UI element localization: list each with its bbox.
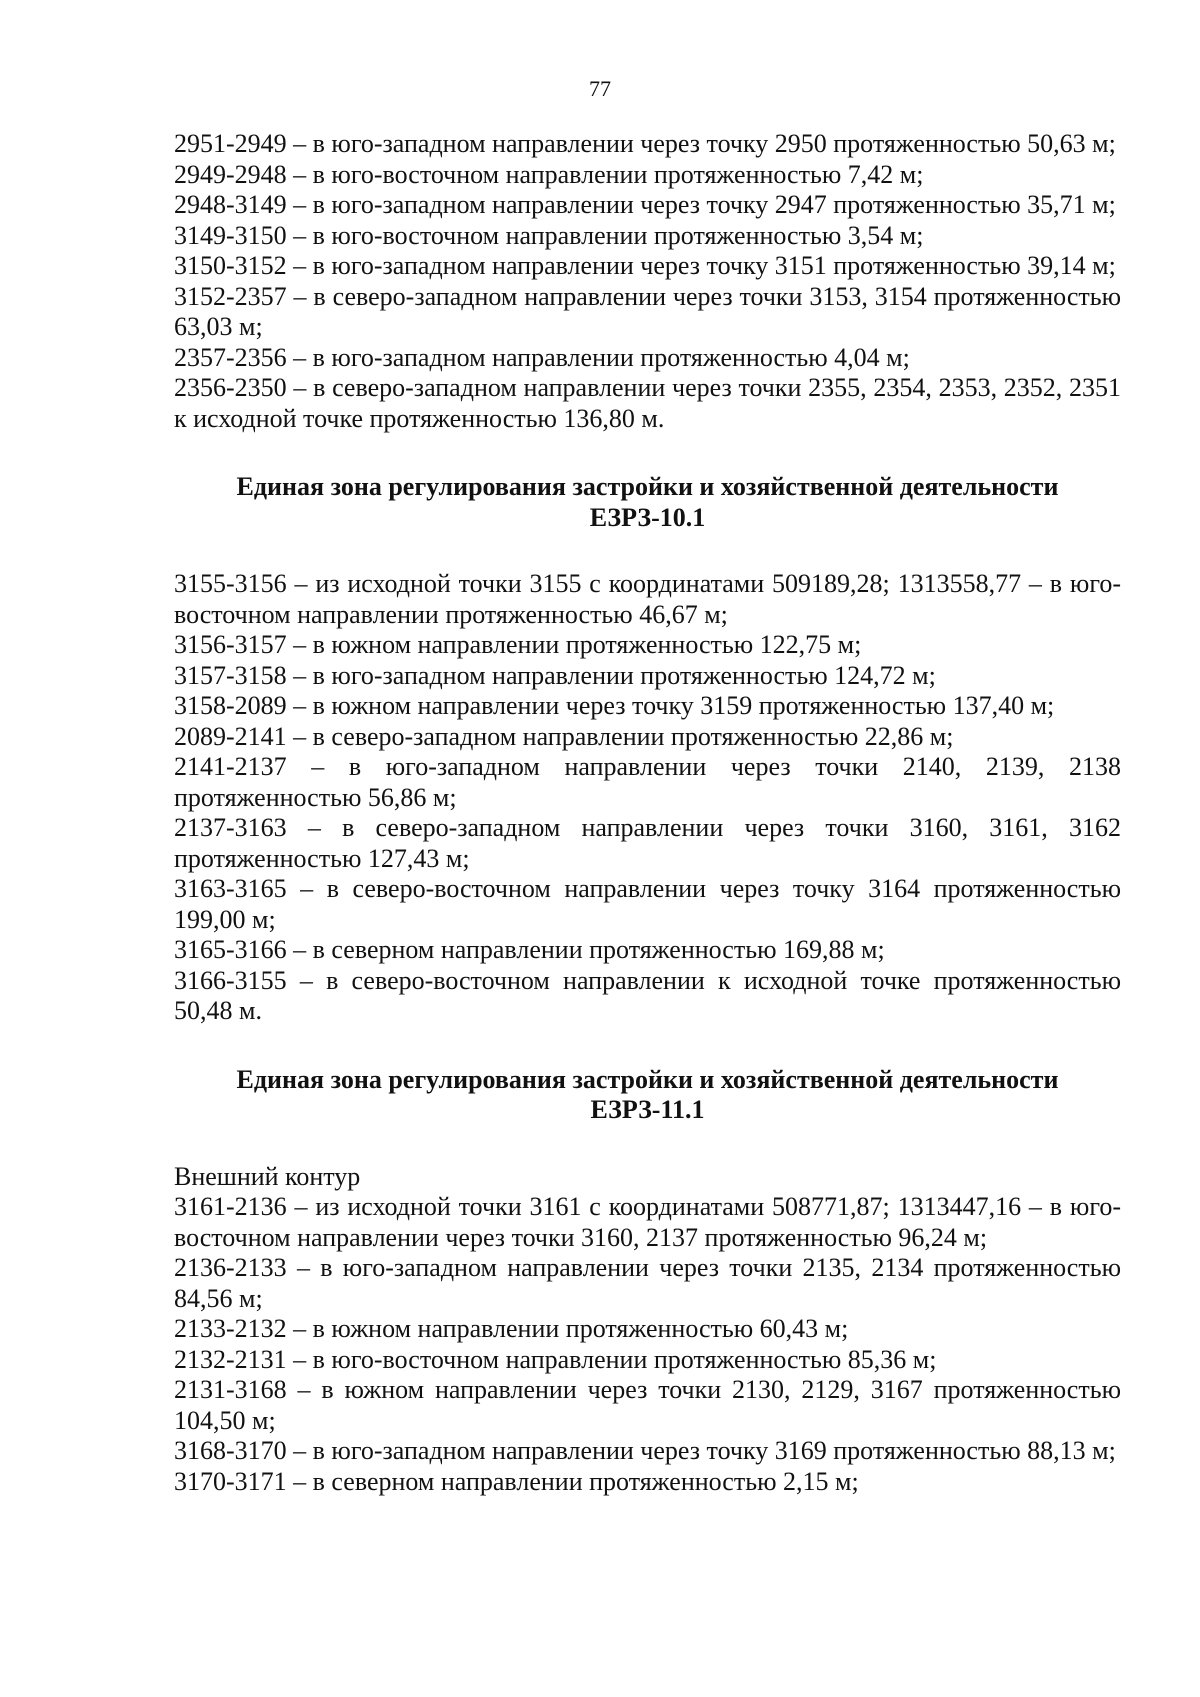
boundary-segment: 2133-2132 – в южном направлении протяженностью 60,43 м; (174, 1314, 849, 1343)
boundary-segment: 3149-3150 – в юго-восточном направлении протяженностью 3,54 м; (174, 220, 924, 250)
boundary-segment: 2951-2949 – в юго-западном направлении через точку 2950 протяженностью 50,63 м; (174, 129, 1116, 158)
zone-heading-code: ЕЗРЗ-10.1 (589, 502, 706, 532)
boundary-segment: 2131-3168 – в южном направлении через точки 2130, 2129, 3167 протяженностью 104,50 м; (174, 1375, 1121, 1435)
boundary-segment: 2132-2131 – в юго-восточном направлении протяженностью 85,36 м; (174, 1344, 937, 1374)
boundary-segment: 3155-3156 – из исходной точки 3155 с координатами 509189,28; 1313558,77 – в юго-восточном направлении протяженностью 46,67 м; (174, 569, 1121, 629)
zone-heading-title: Единая зона регулирования застройки и хозяйственной деятельности (236, 472, 1059, 501)
boundary-segment: 3157-3158 – в юго-западном направлении протяженностью 124,72 м; (174, 660, 936, 690)
section-boundary-description-2 (174, 569, 1121, 1027)
boundary-segment: 3161-2136 – из исходной точки 3161 с координатами 508771,87; 1313447,16 – в юго-восточном направлении через точки 3160, 2137 протяженностью 96,24 м; (174, 1192, 1121, 1252)
boundary-segment: 3163-3165 – в северо-восточном направлении через точку 3164 протяженностью 199,00 м; (174, 874, 1121, 934)
zone-heading-title: Единая зона регулирования застройки и хозяйственной деятельности (236, 1064, 1059, 1094)
section-boundary-description-3 (174, 1162, 1121, 1498)
boundary-segment: 3165-3166 – в северном направлении протяженностью 169,88 м; (174, 935, 885, 964)
boundary-segment: 2949-2948 – в юго-восточном направлении протяженностью 7,42 м; (174, 159, 924, 189)
boundary-segment: 3150-3152 – в юго-западном направлении через точку 3151 протяженностью 39,14 м; (174, 251, 1116, 280)
boundary-segment: 3152-2357 – в северо-западном направлении через точки 3153, 3154 протяженностью 63,03 м; (174, 281, 1121, 341)
section-boundary-description-1 (174, 129, 1121, 434)
boundary-segment: 2948-3149 – в юго-западном направлении через точку 2947 протяженностью 35,71 м; (174, 190, 1116, 219)
contour-subheading: Внешний контур (174, 1161, 361, 1191)
zone-heading-code: ЕЗРЗ-11.1 (590, 1095, 705, 1124)
boundary-segment: 2137-3163 – в северо-западном направлении через точки 3160, 3161, 3162 протяженностью 127,43 м; (174, 813, 1121, 873)
boundary-segment: 3168-3170 – в юго-западном направлении через точку 3169 протяженностью 88,13 м; (174, 1436, 1116, 1465)
boundary-segment: 2089-2141 – в северо-западном направлении протяженностью 22,86 м; (174, 721, 954, 751)
page-number: 77 (589, 76, 611, 101)
boundary-segment: 2141-2137 – в юго-западном направлении через точки 2140, 2139, 2138 протяженностью 56,86 м; (174, 752, 1121, 812)
boundary-segment: 2357-2356 – в юго-западном направлении протяженностью 4,04 м; (174, 342, 910, 372)
zone-heading-ezrz-11-1 (174, 1065, 1121, 1126)
zone-heading-ezrz-10-1 (174, 472, 1121, 533)
page-content (174, 129, 1121, 1497)
boundary-segment: 3170-3171 – в северном направлении протяженностью 2,15 м; (174, 1466, 859, 1496)
boundary-segment: 2356-2350 – в северо-западном направлении через точки 2355, 2354, 2353, 2352, 2351 к исходной точке протяженностью 136,80 м. (174, 373, 1121, 433)
boundary-segment: 2136-2133 – в юго-западном направлении через точки 2135, 2134 протяженностью 84,56 м; (174, 1253, 1121, 1313)
boundary-segment: 3166-3155 – в северо-восточном направлении к исходной точке протяженностью 50,48 м. (174, 965, 1121, 1025)
boundary-segment: 3158-2089 – в южном направлении через точку 3159 протяженностью 137,40 м; (174, 691, 1055, 720)
boundary-segment: 3156-3157 – в южном направлении протяженностью 122,75 м; (174, 630, 862, 659)
